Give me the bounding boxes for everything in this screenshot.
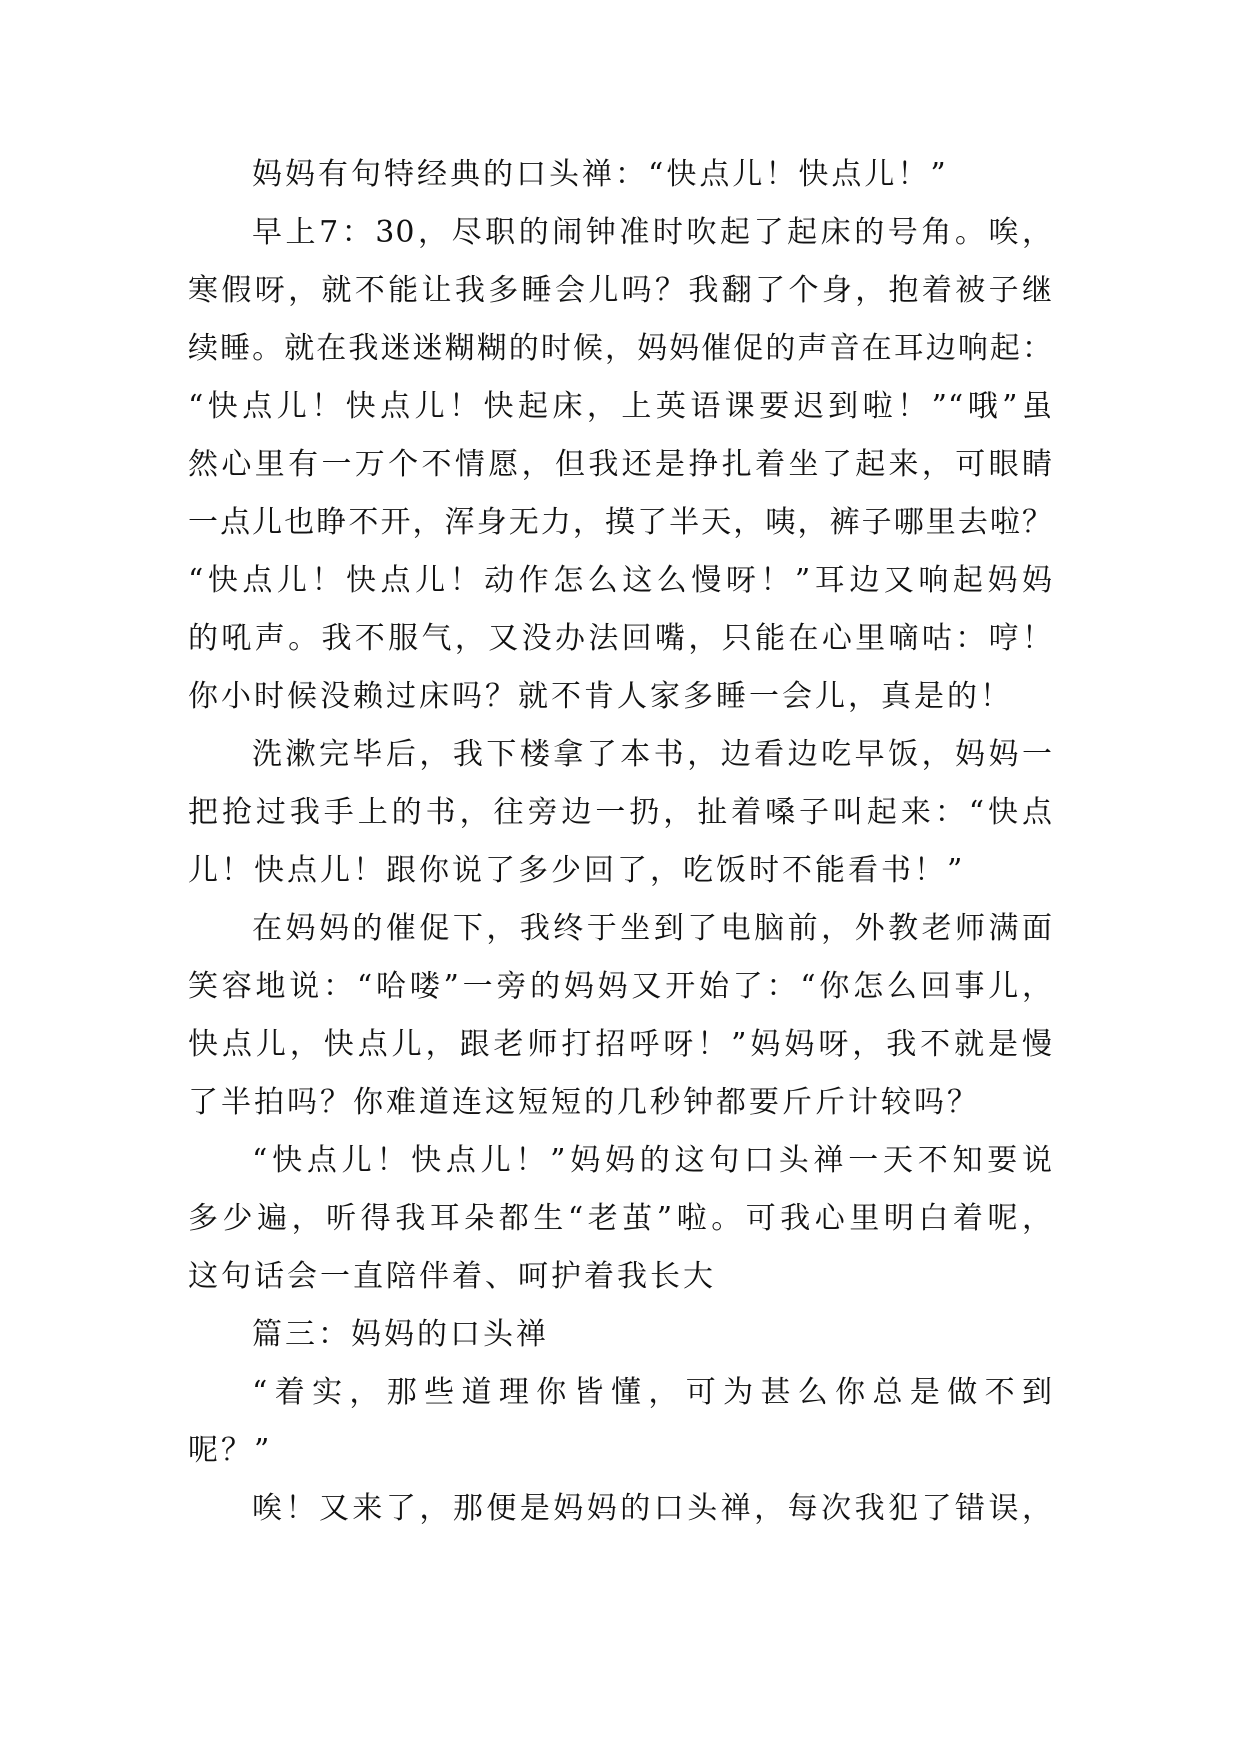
paragraph bbox=[188, 726, 1053, 900]
text-line: 早上7：30，尽职的闹钟准时吹起了起床的号角。唉， bbox=[252, 215, 1053, 250]
paragraph bbox=[188, 1480, 1053, 1538]
paragraph bbox=[188, 204, 1053, 726]
text-line: 寒假呀，就不能让我多睡会儿吗？我翻了个身，抱着被子继 bbox=[188, 273, 1053, 308]
document-body bbox=[188, 146, 1053, 1538]
text-line: 把抢过我手上的书，往旁边一扔，扯着嗓子叫起来：“快点 bbox=[188, 795, 1053, 830]
text-line: 笑容地说：“哈喽”一旁的妈妈又开始了：“你怎么回事儿， bbox=[188, 969, 1053, 1004]
section-title-text: 篇三：妈妈的口头禅 bbox=[252, 1317, 549, 1352]
paragraph bbox=[188, 146, 1053, 204]
text-line: 这句话会一直陪伴着、呵护着我长大 bbox=[188, 1259, 716, 1294]
text-line: 妈妈有句特经典的口头禅：“快点儿！快点儿！” bbox=[252, 157, 949, 192]
section-title bbox=[188, 1306, 1053, 1364]
paragraph bbox=[188, 900, 1053, 1132]
text-line: 唉！又来了，那便是妈妈的口头禅，每次我犯了错误， bbox=[252, 1491, 1053, 1526]
text-line: “快点儿！快点儿！快起床，上英语课要迟到啦！”“哦”虽 bbox=[188, 389, 1053, 424]
text-line: “快点儿！快点儿！”妈妈的这句口头禅一天不知要说 bbox=[252, 1143, 1053, 1178]
text-line: “快点儿！快点儿！动作怎么这么慢呀！”耳边又响起妈妈 bbox=[188, 563, 1053, 598]
text-line: 续睡。就在我迷迷糊糊的时候，妈妈催促的声音在耳边响起： bbox=[188, 331, 1053, 366]
text-line: 然心里有一万个不情愿，但我还是挣扎着坐了起来，可眼睛 bbox=[188, 447, 1053, 482]
text-line: 快点儿，快点儿，跟老师打招呼呀！”妈妈呀，我不就是慢 bbox=[188, 1027, 1053, 1062]
paragraph bbox=[188, 1364, 1053, 1480]
text-line: 的吼声。我不服气，又没办法回嘴，只能在心里嘀咕：哼！ bbox=[188, 621, 1053, 656]
text-line: 在妈妈的催促下，我终于坐到了电脑前，外教老师满面 bbox=[252, 911, 1053, 946]
text-line: 一点儿也睁不开，浑身无力，摸了半天，咦，裤子哪里去啦？ bbox=[188, 505, 1053, 540]
text-line: 儿！快点儿！跟你说了多少回了，吃饭时不能看书！” bbox=[188, 853, 966, 888]
text-line: 呢？” bbox=[188, 1433, 273, 1468]
text-line: 了半拍吗？你难道连这短短的几秒钟都要斤斤计较吗？ bbox=[188, 1085, 980, 1120]
text-line: 多少遍，听得我耳朵都生“老茧”啦。可我心里明白着呢， bbox=[188, 1201, 1053, 1236]
text-line: 你小时候没赖过床吗？就不肯人家多睡一会儿，真是的！ bbox=[188, 679, 1013, 714]
text-line: “着实，那些道理你皆懂，可为甚么你总是做不到 bbox=[252, 1375, 1053, 1410]
paragraph bbox=[188, 1132, 1053, 1306]
text-line: 洗漱完毕后，我下楼拿了本书，边看边吃早饭，妈妈一 bbox=[252, 737, 1053, 772]
